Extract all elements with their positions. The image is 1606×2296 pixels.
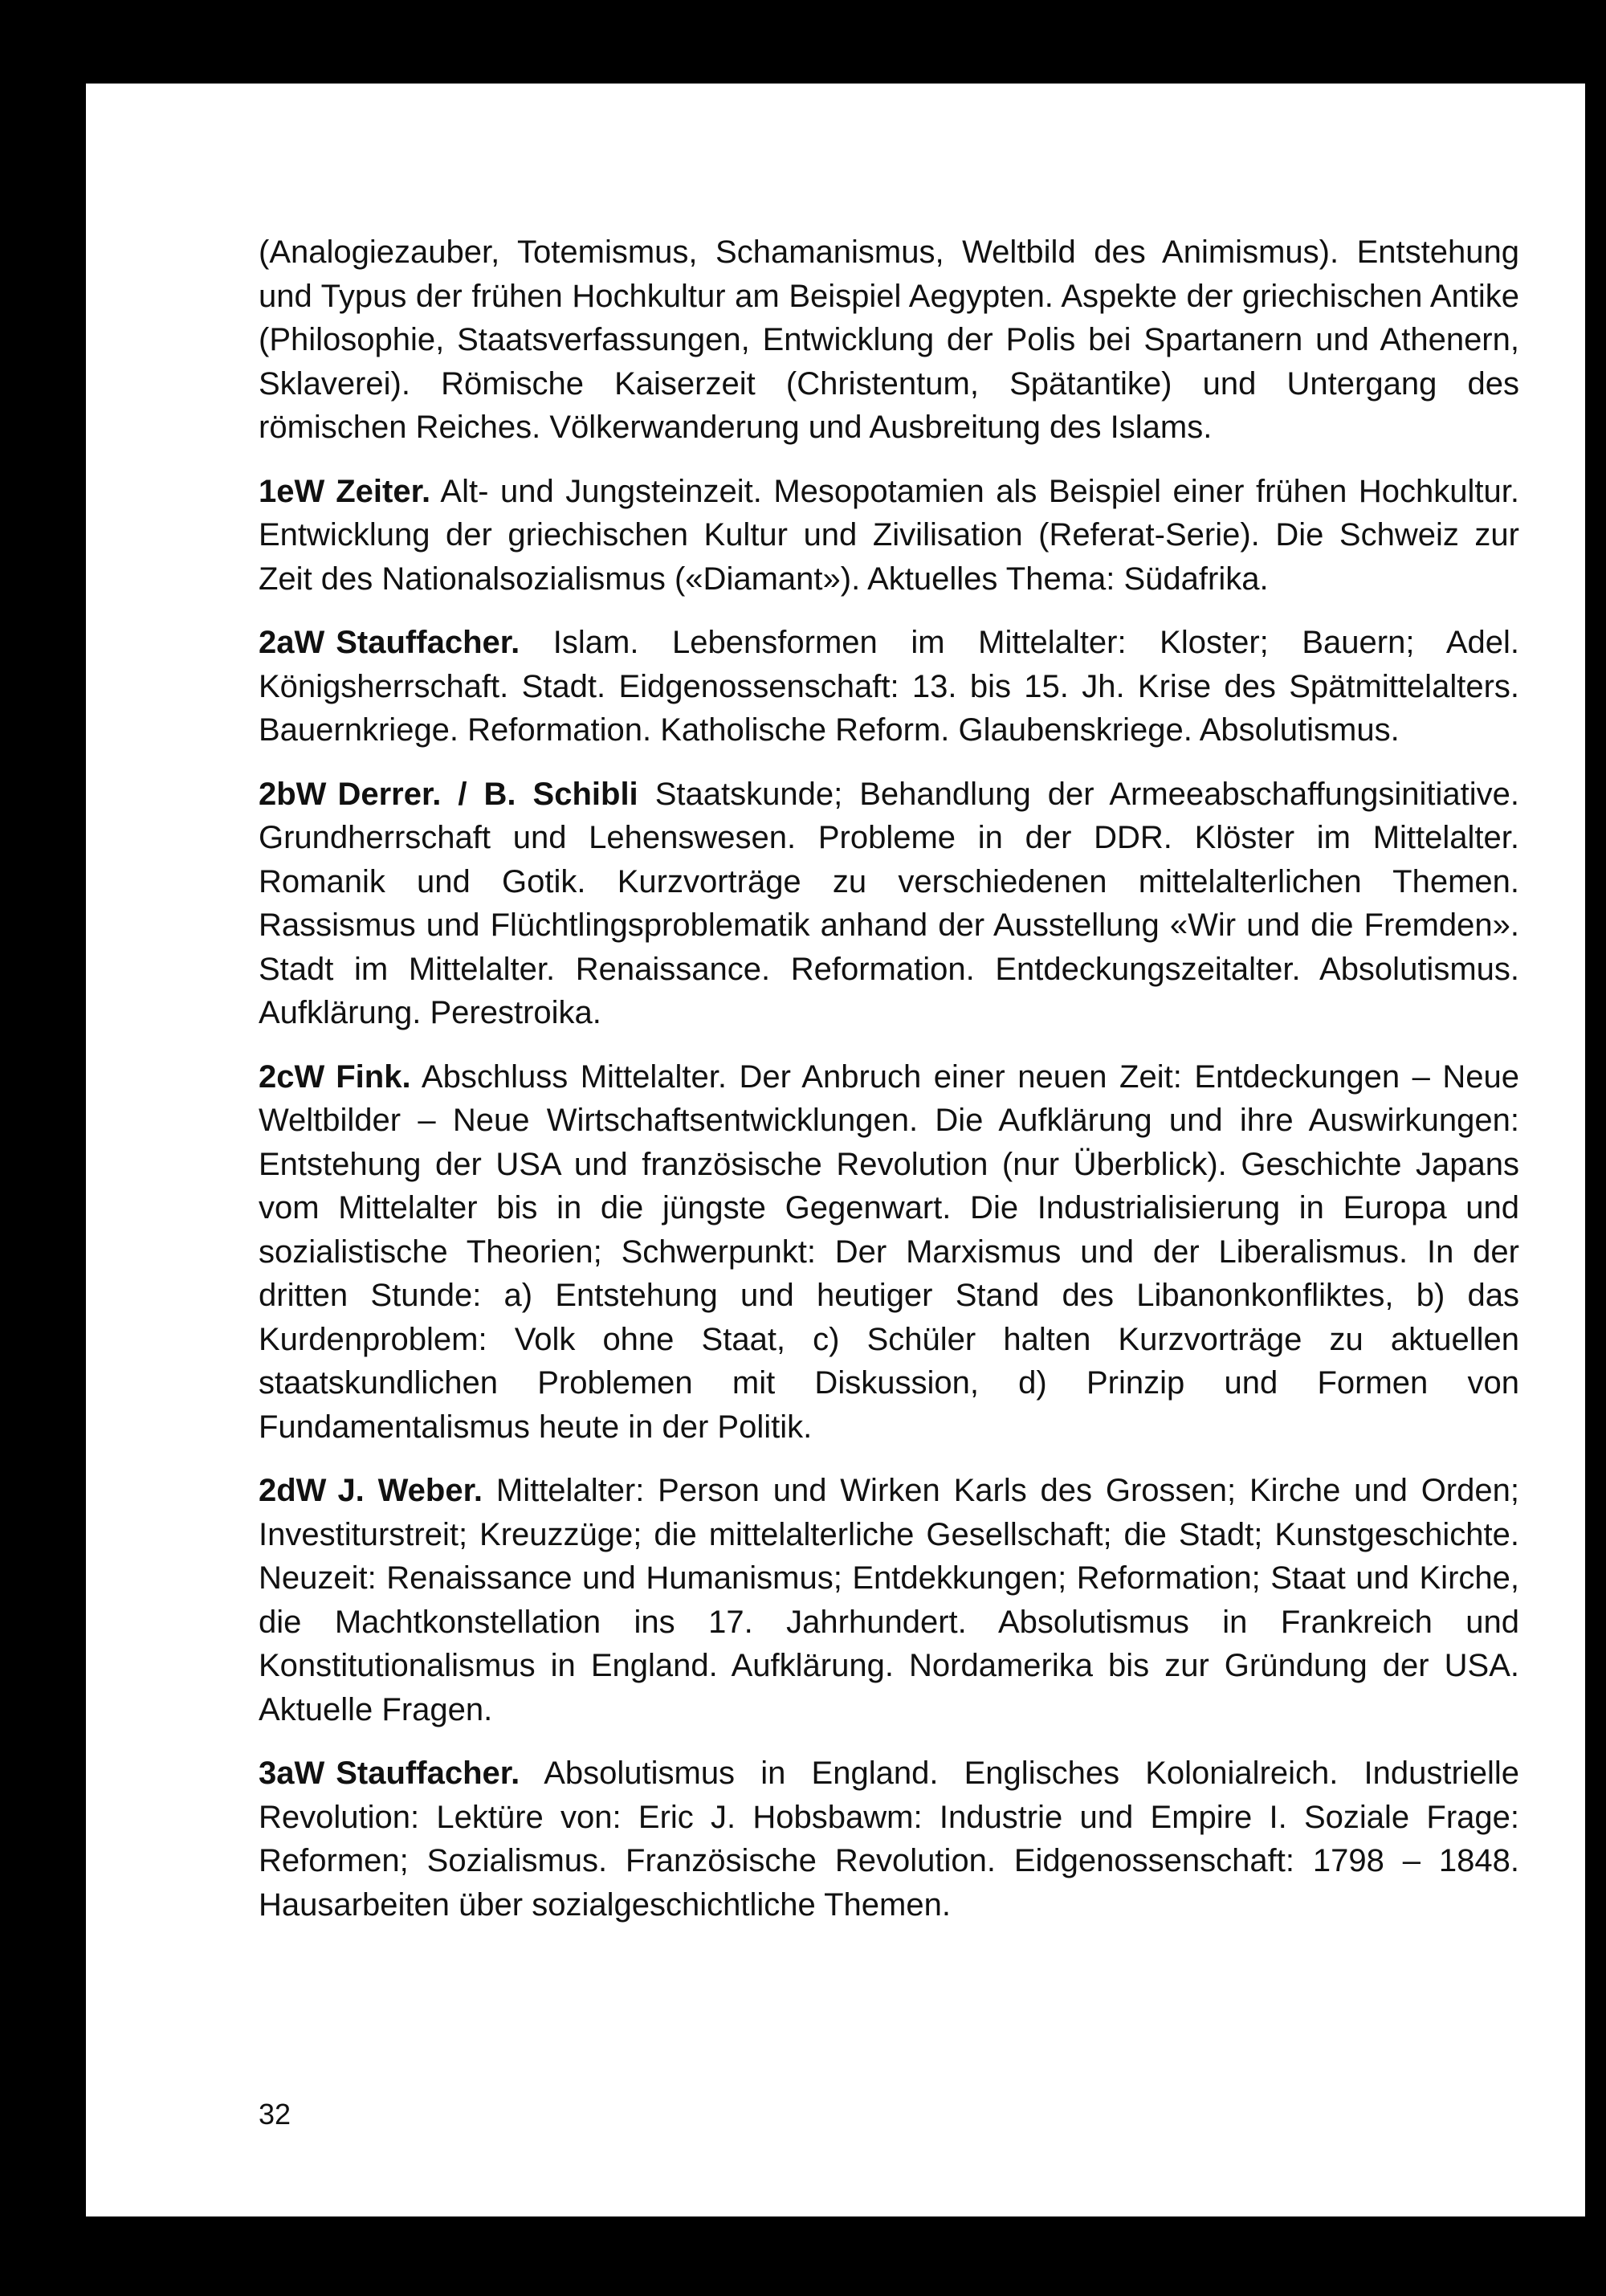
- entry-text: Staatskunde; Behandlung der Armeeabschaffungsinitiative. Grundherrschaft und Lehenswesen. Probleme in der DDR. Klöster im Mittelalter. Romanik und Gotik. Kurzvorträge zu verschiedenen mittelalterlichen Themen. Rassismus und Flüchtlingsproblematik anhand der Ausstellung «Wir und die Fremden». Stadt im Mittelalter. Renaissance. Reformation. Entdeckungszeitalter. Absolutismus. Aufklärung. Perestroika.: [259, 776, 1520, 1030]
- entry-teacher: J. Weber.: [337, 1473, 483, 1508]
- page-body: [259, 230, 1519, 1947]
- intro-paragraph: (Analogiezauber, Totemismus, Schamanismus, Weltbild des Animismus). Entstehung und Typus der frühen Hochkultur am Beispiel Aegypten. Aspekte der griechischen Antike (Philosophie, Staatsverfassungen, Entwicklung der Polis bei Spartanern und Athenern, Sklaverei). Römische Kaiserzeit (Christentum, Spätantike) und Untergang des römischen Reiches. Völkerwanderung und Ausbreitung des Islams.: [259, 234, 1519, 445]
- entry-teacher: Derrer. / B. Schibli: [337, 776, 638, 812]
- entry-teacher: Fink.: [336, 1058, 411, 1095]
- entry-class-label: 2cW: [259, 1058, 325, 1095]
- entry-teacher: Zeiter.: [336, 473, 431, 509]
- entry-class-label: 2bW: [259, 776, 327, 812]
- entry-1ew: [259, 470, 1519, 602]
- document-page: [86, 84, 1585, 2216]
- entry-2bw: [259, 773, 1519, 1035]
- entry-teacher: Stauffacher.: [336, 625, 520, 660]
- entry-2aw: [259, 621, 1519, 752]
- entry-class-label: 3aW: [259, 1756, 325, 1791]
- entry-class-label: 2dW: [259, 1473, 327, 1508]
- entry-class-label: 2aW: [259, 625, 325, 660]
- entry-2cw: [259, 1055, 1519, 1450]
- entry-text: Abschluss Mittelalter. Der Anbruch einer neuen Zeit: Entdeckungen – Neue Weltbilder – Neue Wirtschaftsentwicklungen. Die Aufklärung und ihre Auswirkungen: Entstehung der USA und französische Revolution (nur Überblick). Geschichte Japans vom Mittelalter bis in die jüngste Gegenwart. Die Industrialisierung in Europa und sozialistische Theorien; Schwerpunkt: Der Marxismus und der Liberalismus. In der dritten Stunde: a) Entstehung und heutiger Stand des Libanonkonfliktes, b) das Kurdenproblem: Volk ohne Staat, c) Schüler halten Kurzvorträge zu aktuellen staatskundlichen Problemen mit Diskussion, d) Prinzip und Formen von Fundamentalismus heute in der Politik.: [259, 1058, 1519, 1445]
- entry-text: Absolutismus in England. Englisches Kolonialreich. Industrielle Revolution: Lektüre von: Eric J. Hobsbawm: Industrie und Empire I. Soziale Frage: Reformen; Sozialismus. Französische Revolution. Eidgenossenschaft: 1798 – 1848. Hausarbeiten über sozialgeschichtliche Themen.: [259, 1756, 1519, 1923]
- entry-3aw: [259, 1752, 1519, 1927]
- entry-text: Mittelalter: Person und Wirken Karls des Grossen; Kirche und Orden; Investiturstreit; Kreuzzüge; die mittelalterliche Gesellschaft; die Stadt; Kunstgeschichte. Neuzeit: Renaissance und Humanismus; Entdekkungen; Reformation; Staat und Kirche, die Machtkonstellation ins 17. Jahrhundert. Absolutismus in Frankreich und Konstitutionalismus in England. Aufklärung. Nordamerika bis zur Gründung der USA. Aktuelle Fragen.: [259, 1473, 1519, 1727]
- entry-2dw: [259, 1469, 1519, 1731]
- page-number: 32: [259, 2098, 291, 2131]
- entry-class-label: 1eW: [259, 473, 325, 509]
- entry-teacher: Stauffacher.: [336, 1756, 520, 1791]
- entry-text: Alt- und Jungsteinzeit. Mesopotamien als Beispiel einer frühen Hochkultur. Entwicklung der griechischen Kultur und Zivilisation (Referat-Serie). Die Schweiz zur Zeit des Nationalsozialismus («Diamant»). Aktuelles Thema: Südafrika.: [259, 473, 1519, 597]
- entry-text: Islam. Lebensformen im Mittelalter: Kloster; Bauern; Adel. Königsherrschaft. Stadt. Eidgenossenschaft: 13. bis 15. Jh. Krise des Spätmittelalters. Bauernkriege. Reformation. Katholische Reform. Glaubenskriege. Absolutismus.: [259, 625, 1519, 748]
